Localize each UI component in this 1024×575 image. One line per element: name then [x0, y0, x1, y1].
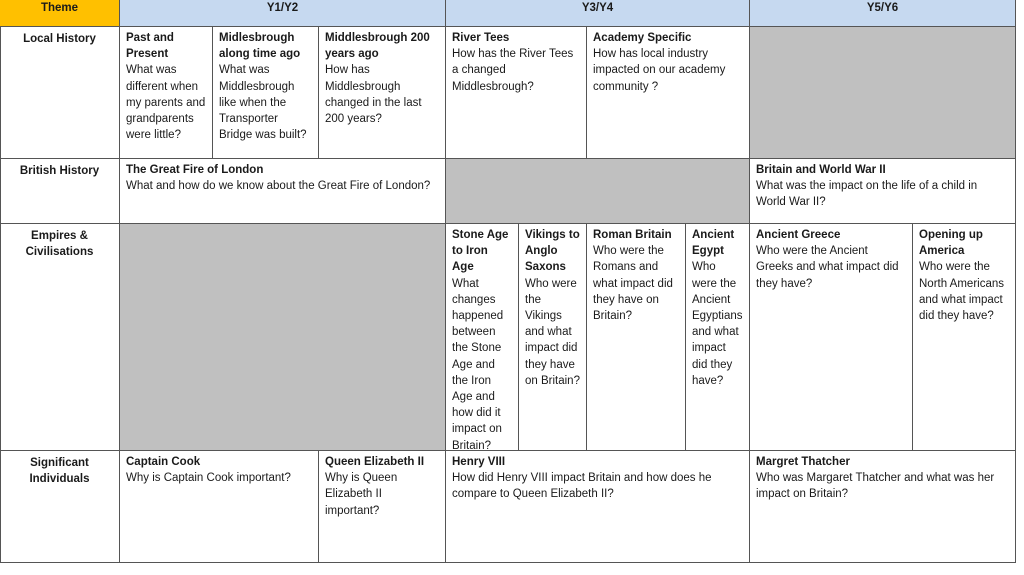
cell-title: Margret Thatcher [756, 456, 850, 468]
cell-past-and-present [120, 27, 213, 159]
cell-captain-cook [120, 451, 319, 563]
cell-question: How has the River Tees a changed Middlesbrough? [452, 48, 574, 93]
cell-question: What was Middlesbrough like when the Transporter Bridge was built? [219, 64, 307, 142]
cell-great-fire-of-london [120, 159, 446, 224]
cell-title: Past and Present [126, 32, 174, 61]
cell-question: What and how do we know about the Great Fire of London? [126, 180, 431, 193]
cell-title: Henry VIII [452, 456, 506, 468]
theme-header: Theme [0, 0, 120, 27]
row-label-significant-individuals: Significant Individuals [0, 451, 120, 563]
cell-middlesbrough-200-years [319, 27, 446, 159]
cell-question: Who were the North Americans and what impact did they have? [919, 261, 1005, 323]
cell-title: Ancient Egypt [692, 229, 735, 258]
row-label-british-history: British History [0, 159, 120, 224]
y3y4-header: Y3/Y4 [446, 0, 750, 27]
cell-title: The Great Fire of London [126, 164, 264, 176]
cell-henry-viii [446, 451, 750, 563]
cell-question: What was the impact on the life of a child in World War II? [756, 180, 978, 209]
cell-ancient-greece [750, 224, 913, 451]
row-label-local-history: Local History [0, 27, 120, 159]
empty-cell [120, 224, 446, 451]
cell-title: Britain and World War II [756, 164, 886, 176]
cell-river-tees [446, 27, 587, 159]
cell-question: What was different when my parents and grandparents were little? [126, 64, 206, 142]
cell-question: Who were the Ancient Egyptians and what impact did they have? [692, 261, 743, 387]
cell-ancient-egypt [686, 224, 750, 451]
cell-roman-britain [587, 224, 686, 451]
cell-title: Midlesbrough along time ago [219, 32, 301, 61]
y5y6-header: Y5/Y6 [750, 0, 1016, 27]
row-label-empires-civilisations: Empires & Civilisations [0, 224, 120, 451]
cell-question: Who were the Romans and what impact did they have on Britain? [593, 245, 673, 323]
cell-stone-age-to-iron-age [446, 224, 519, 451]
cell-question: Who was Margaret Thatcher and what was her impact on Britain? [756, 472, 995, 501]
empty-cell [750, 27, 1016, 159]
cell-question: Who were the Ancient Greeks and what impact did they have? [756, 245, 899, 290]
cell-queen-elizabeth-ii [319, 451, 446, 563]
cell-title: Ancient Greece [756, 229, 841, 241]
empty-cell [446, 159, 750, 224]
cell-question: How did Henry VIII impact Britain and how does he compare to Queen Elizabeth II? [452, 472, 712, 501]
cell-question: Who were the Vikings and what impact did they have on Britain? [525, 277, 580, 387]
cell-vikings-to-anglo-saxons [519, 224, 587, 451]
cell-britain-world-war-ii [750, 159, 1016, 224]
cell-title: Academy Specific [593, 32, 692, 44]
cell-opening-up-america [913, 224, 1016, 451]
cell-title: Middlesbrough 200 years ago [325, 32, 430, 61]
cell-title: Stone Age to Iron Age [452, 229, 509, 274]
cell-middlesbrough-long-ago [213, 27, 319, 159]
cell-title: Roman Britain [593, 229, 672, 241]
y1y2-header: Y1/Y2 [120, 0, 446, 27]
cell-title: Vikings to Anglo Saxons [525, 229, 580, 274]
cell-title: Captain Cook [126, 456, 201, 468]
cell-margret-thatcher [750, 451, 1016, 563]
cell-question: What changes happened between the Stone Age and the Iron Age and how did it impact on Britain? [452, 277, 504, 451]
cell-title: Opening up America [919, 229, 983, 258]
cell-academy-specific [587, 27, 750, 159]
cell-question: Why is Captain Cook important? [126, 472, 291, 485]
cell-question: Why is Queen Elizabeth II important? [325, 472, 398, 517]
cell-title: Queen Elizabeth II [325, 456, 425, 468]
cell-question: How has local industry impacted on our academy community ? [593, 48, 726, 93]
cell-question: How has Middlesbrough changed in the last 200 years? [325, 64, 422, 126]
cell-title: River Tees [452, 32, 510, 44]
